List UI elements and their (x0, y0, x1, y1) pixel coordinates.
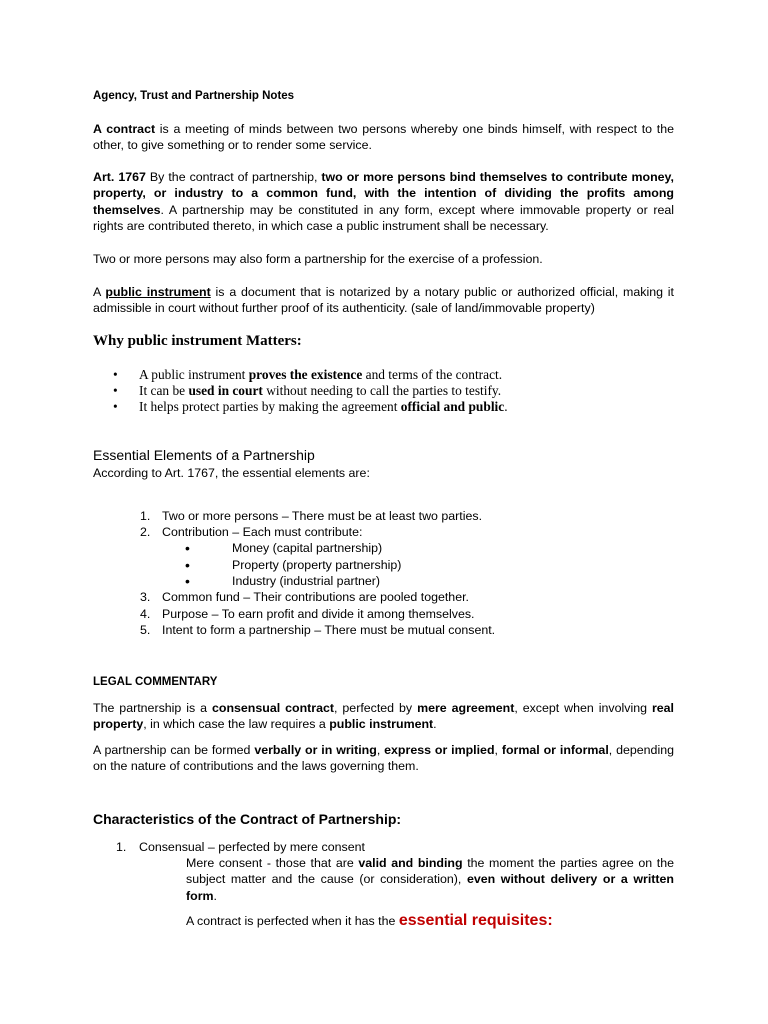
document-page: Agency, Trust and Partnership Notes A contract is a meeting of minds between two persons whereby one binds himself, with respect to the other, to give something or to render some service. Art. 1767 By the contract of partnership, two or more persons bind themselves to contribute money, property, or industry to a common fund, with the intention of dividing the profits among themselves. A partnership may be constituted in any form, except where immovable property or real rights are contributed thereto, in which case a public instrument shall be necessary. Two or more persons may also form a partnership for the exercise of a profession. A public instrument is a document that is notarized by a notary public or authorized official, making it admissible in court without further proof of its authenticity. (sale of land/immovable property) Why public instrument Matters: • A public instrument proves the existence and terms of the contract. • It can be used in court without needing to call the parties to testify. • It helps protect parties by making the agreement official and public. Essential Elements of a Partnership According to Art. 1767, the essential elements are: 1. Two or more persons – There must be at least two parties. 2. Contribution – Each must contribute: • Money (capital partnership) • Property (property partnership) • Industry (industrial partner) 3. Common fund – Their contributions are pooled together. 4. Purpose – To earn profit and divide it among themselves. 5. Intent to form a partnership – There must be mutual consent. LEGAL COMMENTARY The partnership is a consensual contract, perfected by mere agreement, except when involving real property, in which case the law requires a public instrument. A partnership can be formed verbally or in writing, express or implied, formal or informal, depending on the nature of contributions and the laws governing them. Characteristics of the Contract of Partnership: 1. Consensual – perfected by mere consent Mere consent - those that are valid and binding the moment the parties agree on the subject matter and the cause (or consideration), even without delivery or a written form. A contract is perfected when it has the essential requisites: (93, 90, 674, 929)
contract-definition-paragraph: A contract is a meeting of minds between two persons whereby one binds himself, with respect to the other, to give something or to render some service. (93, 122, 674, 153)
bullet-icon: • (113, 399, 118, 414)
characteristics-heading: Characteristics of the Contract of Partnership: (93, 811, 402, 827)
bullet-icon: • (113, 383, 118, 398)
mere-consent-paragraph: Mere consent - those that are valid and binding the moment the parties agree on the subject matter and the cause (or consideration), even without delivery or a written form. (186, 856, 674, 903)
article-1767-paragraph: Art. 1767 By the contract of partnership, two or more persons bind themselves to contribute money, property, or industry to a common fund, with the intention of dividing the profits among themselves. A partnership may be constituted in any form, except where immovable property or real rights are contributed thereto, in which case a public instrument shall be necessary. (93, 170, 674, 234)
profession-paragraph: Two or more persons may also form a partnership for the exercise of a profession. (93, 252, 543, 266)
contract-term: A contract (93, 122, 156, 136)
essential-requisites-paragraph: A contract is perfected when it has the essential requisites: (186, 912, 553, 929)
bullet-icon: • (185, 540, 190, 556)
legal-commentary-paragraph-1: The partnership is a consensual contract, perfected by mere agreement, except when involving real property, in which case the law requires a public instrument. (93, 701, 674, 732)
why-public-instrument-heading: Why public instrument Matters: (93, 333, 302, 349)
legal-commentary-paragraph-2: A partnership can be formed verbally or in writing, express or implied, formal or informal, depending on the nature of contributions and the laws governing them. (93, 743, 674, 774)
bullet-icon: • (185, 573, 190, 589)
essential-elements-intro: According to Art. 1767, the essential elements are: (93, 466, 370, 480)
public-instrument-term: public instrument (105, 285, 211, 299)
document-title: Agency, Trust and Partnership Notes (93, 90, 295, 102)
article-number: Art. 1767 (93, 170, 146, 184)
public-instrument-paragraph: A public instrument is a document that is notarized by a notary public or authorized official, making it admissible in court without further proof of its authenticity. (sale of land/immovable property) (93, 285, 674, 316)
legal-commentary-heading: LEGAL COMMENTARY (93, 676, 218, 688)
bullet-icon: • (113, 367, 118, 382)
essential-elements-heading: Essential Elements of a Partnership (93, 447, 315, 463)
bullet-icon: • (185, 557, 190, 573)
